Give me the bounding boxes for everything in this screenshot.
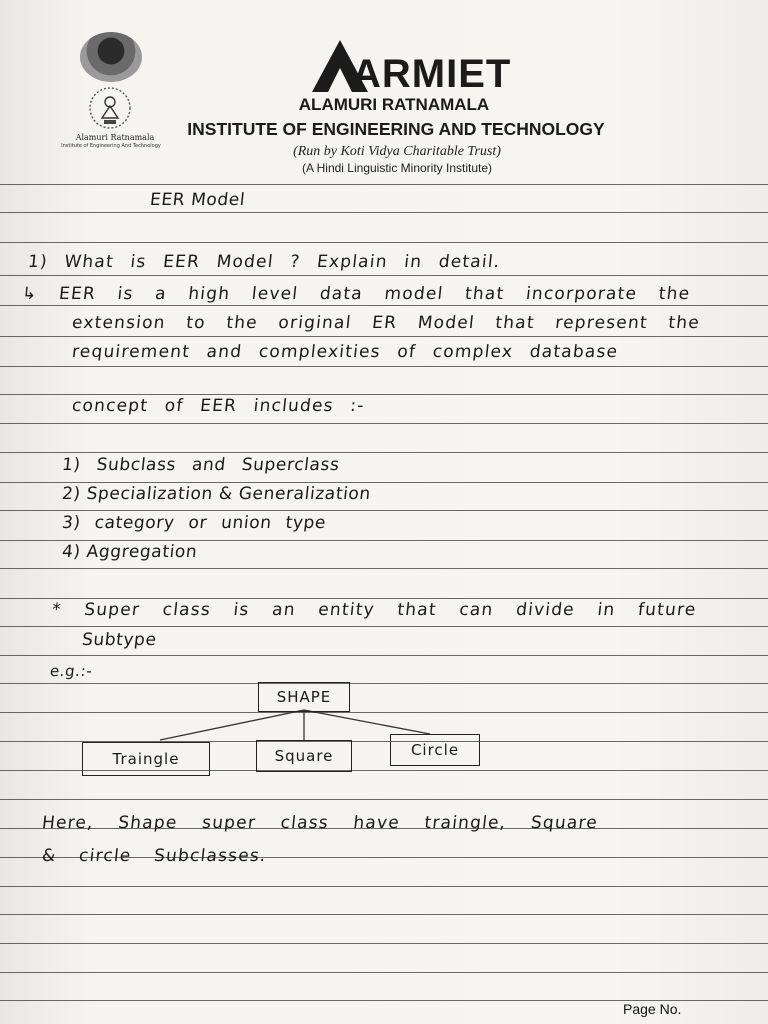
list-item: 4) Aggregation bbox=[60, 542, 199, 562]
diagram-subclass-square: Square bbox=[256, 740, 352, 772]
founder-portrait bbox=[80, 32, 142, 82]
list-item: 1) Subclass and Superclass bbox=[60, 455, 341, 475]
topic-heading: EER Model bbox=[148, 190, 247, 210]
trust-line: (Run by Koti Vidya Charitable Trust) bbox=[293, 144, 501, 159]
list-item: 2) Specialization & Generalization bbox=[60, 484, 372, 504]
conclusion-line-1: Here, Shape super class have traingle, Square bbox=[40, 813, 600, 833]
question: 1) What is EER Model ? Explain in detail. bbox=[26, 252, 502, 272]
superclass-line-1: * Super class is an entity that can divide in future bbox=[50, 600, 698, 620]
brand-wordmark: ARMIET bbox=[352, 52, 512, 96]
page-number-label: Page No. bbox=[623, 1001, 682, 1017]
example-label: e.g.:- bbox=[49, 662, 94, 680]
concept-heading: concept of EER includes :- bbox=[70, 396, 366, 416]
answer-line-1: ↳ EER is a high level data model that incorporate the bbox=[20, 284, 692, 304]
diagram-subclass-circle: Circle bbox=[390, 734, 480, 766]
diagram-superclass-shape: SHAPE bbox=[258, 682, 350, 712]
emblem-name: Alamuri Ratnamala bbox=[75, 133, 155, 142]
answer-line-2: extension to the original ER Model that represent the bbox=[70, 313, 701, 333]
institute-name-line2: INSTITUTE OF ENGINEERING AND TECHNOLOGY bbox=[187, 119, 605, 139]
list-item: 3) category or union type bbox=[60, 513, 328, 533]
conclusion-line-2: & circle Subclasses. bbox=[40, 846, 268, 866]
emblem-subtitle: Institute of Engineering And Technology bbox=[61, 143, 161, 149]
minority-line: (A Hindi Linguistic Minority Institute) bbox=[301, 161, 493, 175]
institute-name-line1: ALAMURI RATNAMALA bbox=[298, 95, 490, 114]
superclass-line-2: Subtype bbox=[80, 630, 158, 650]
diagram-subclass-traingle: Traingle bbox=[82, 742, 210, 776]
answer-line-3: requirement and complexities of complex database bbox=[70, 342, 620, 362]
